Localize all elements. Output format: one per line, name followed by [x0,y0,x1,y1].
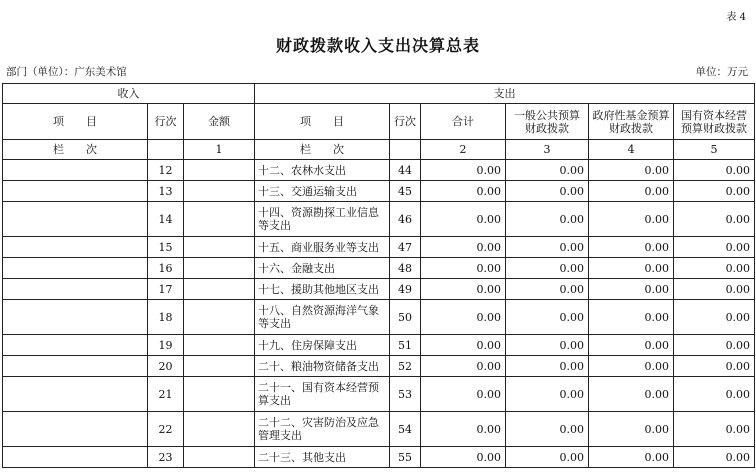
col-2-index: 2 [421,140,506,160]
general-budget-cell: 0.00 [506,412,589,447]
table-row [3,258,755,279]
income-col-label: 栏 次 [3,140,148,160]
state-capital-cell: 0.00 [674,335,755,356]
income-line-cell: 23 [148,447,184,468]
income-line-cell: 20 [148,356,184,377]
page-title: 财政拨款收入支出决算总表 [275,36,480,55]
state-capital-cell: 0.00 [674,412,755,447]
general-budget-cell: 0.00 [506,258,589,279]
income-item-cell [3,202,148,237]
general-budget-cell: 0.00 [506,237,589,258]
total-cell: 0.00 [421,202,506,237]
total-cell: 0.00 [421,237,506,258]
state-capital-cell: 0.00 [674,258,755,279]
income-line-cell: 16 [148,258,184,279]
expense-item-cell: 二十、粮油物资储备支出 [255,356,390,377]
gov-fund-header: 政府性基金预算财政拨款 [589,104,674,140]
general-budget-cell: 0.00 [506,160,589,181]
total-header: 合计 [421,104,506,140]
expense-item-cell: 十九、住房保障支出 [255,335,390,356]
income-amount-cell [184,377,255,412]
general-budget-cell: 0.00 [506,300,589,335]
state-capital-cell: 0.00 [674,181,755,202]
expense-line-cell: 52 [390,356,421,377]
income-amount-cell [184,279,255,300]
total-cell: 0.00 [421,447,506,468]
income-item-cell [3,300,148,335]
state-capital-cell: 0.00 [674,279,755,300]
expense-line-cell: 54 [390,412,421,447]
table-row [3,160,755,181]
gov-fund-cell: 0.00 [589,181,674,202]
income-item-cell [3,258,148,279]
financial-table [2,83,755,468]
state-capital-cell: 0.00 [674,300,755,335]
unit-label: 单位：万元 [695,66,748,78]
income-line-cell: 13 [148,181,184,202]
total-cell: 0.00 [421,258,506,279]
state-capital-cell: 0.00 [674,202,755,237]
table-row [3,279,755,300]
income-line-cell: 17 [148,279,184,300]
state-capital-cell: 0.00 [674,447,755,468]
income-amount-cell [184,160,255,181]
expense-line-header: 行次 [390,104,421,140]
income-line-cell: 19 [148,335,184,356]
income-line-cell: 12 [148,160,184,181]
state-capital-cell: 0.00 [674,160,755,181]
total-cell: 0.00 [421,377,506,412]
header-row-columns [3,104,755,140]
expense-line-cell: 50 [390,300,421,335]
col-1-index: 1 [184,140,255,160]
total-cell: 0.00 [421,181,506,202]
income-item-cell [3,160,148,181]
col-4-index: 4 [589,140,674,160]
expense-line-cell: 49 [390,279,421,300]
income-line-header: 行次 [148,104,184,140]
table-row [3,447,755,468]
table-number: 表 4 [726,12,746,23]
state-capital-header: 国有资本经营预算财政拨款 [674,104,755,140]
gov-fund-cell: 0.00 [589,279,674,300]
gov-fund-cell: 0.00 [589,160,674,181]
total-cell: 0.00 [421,335,506,356]
general-budget-cell: 0.00 [506,279,589,300]
expense-line-blank [390,140,421,160]
income-line-cell: 18 [148,300,184,335]
expense-item-cell: 十三、交通运输支出 [255,181,390,202]
table-row [3,181,755,202]
expense-item-cell: 二十一、国有资本经营预算支出 [255,377,390,412]
total-cell: 0.00 [421,300,506,335]
general-budget-cell: 0.00 [506,447,589,468]
expense-col-label: 栏 次 [255,140,390,160]
expense-line-cell: 47 [390,237,421,258]
expense-item-cell: 十六、金融支出 [255,258,390,279]
total-cell: 0.00 [421,412,506,447]
income-item-cell [3,356,148,377]
income-item-header: 项 目 [3,104,148,140]
table-row [3,202,755,237]
gov-fund-cell: 0.00 [589,412,674,447]
expense-line-cell: 45 [390,181,421,202]
table-row [3,412,755,447]
income-item-cell [3,237,148,258]
general-budget-cell: 0.00 [506,377,589,412]
gov-fund-cell: 0.00 [589,258,674,279]
income-line-cell: 21 [148,377,184,412]
table-row [3,335,755,356]
expense-line-cell: 55 [390,447,421,468]
state-capital-cell: 0.00 [674,377,755,412]
income-amount-cell [184,258,255,279]
expense-item-cell: 十二、农林水支出 [255,160,390,181]
income-item-cell [3,279,148,300]
col-3-index: 3 [506,140,589,160]
table-row [3,356,755,377]
gov-fund-cell: 0.00 [589,356,674,377]
gov-fund-cell: 0.00 [589,237,674,258]
table-row [3,237,755,258]
expense-item-cell: 十五、商业服务业等支出 [255,237,390,258]
income-item-cell [3,181,148,202]
expense-line-cell: 44 [390,160,421,181]
income-amount-cell [184,356,255,377]
header-row-index [3,140,755,160]
income-amount-cell [184,237,255,258]
income-item-cell [3,412,148,447]
income-amount-header: 金额 [184,104,255,140]
gov-fund-cell: 0.00 [589,377,674,412]
expense-item-cell: 十七、援助其他地区支出 [255,279,390,300]
income-line-cell: 14 [148,202,184,237]
table-row [3,300,755,335]
expense-item-cell: 二十三、其他支出 [255,447,390,468]
expense-line-cell: 48 [390,258,421,279]
total-cell: 0.00 [421,279,506,300]
income-amount-cell [184,300,255,335]
general-budget-cell: 0.00 [506,335,589,356]
income-amount-cell [184,202,255,237]
general-budget-cell: 0.00 [506,181,589,202]
income-line-blank [148,140,184,160]
expense-line-cell: 53 [390,377,421,412]
expense-line-cell: 46 [390,202,421,237]
expense-header: 支出 [255,84,755,104]
gov-fund-cell: 0.00 [589,335,674,356]
state-capital-cell: 0.00 [674,356,755,377]
gov-fund-cell: 0.00 [589,447,674,468]
income-amount-cell [184,447,255,468]
header-row-group [3,84,755,104]
state-capital-cell: 0.00 [674,237,755,258]
income-line-cell: 22 [148,412,184,447]
income-amount-cell [184,412,255,447]
expense-item-cell: 二十二、灾害防治及应急管理支出 [255,412,390,447]
general-budget-header: 一般公共预算财政拨款 [506,104,589,140]
total-cell: 0.00 [421,356,506,377]
table-row [3,377,755,412]
expense-item-cell: 十八、自然资源海洋气象等支出 [255,300,390,335]
income-item-cell [3,335,148,356]
income-line-cell: 15 [148,237,184,258]
expense-item-header: 项 目 [255,104,390,140]
income-item-cell [3,447,148,468]
general-budget-cell: 0.00 [506,202,589,237]
gov-fund-cell: 0.00 [589,300,674,335]
gov-fund-cell: 0.00 [589,202,674,237]
expense-item-cell: 十四、资源勘探工业信息等支出 [255,202,390,237]
department-label: 部门（单位）：广东美术馆 [6,66,127,78]
col-5-index: 5 [674,140,755,160]
income-amount-cell [184,181,255,202]
income-item-cell [3,377,148,412]
expense-line-cell: 51 [390,335,421,356]
total-cell: 0.00 [421,160,506,181]
income-amount-cell [184,335,255,356]
income-header: 收入 [3,84,255,104]
general-budget-cell: 0.00 [506,356,589,377]
